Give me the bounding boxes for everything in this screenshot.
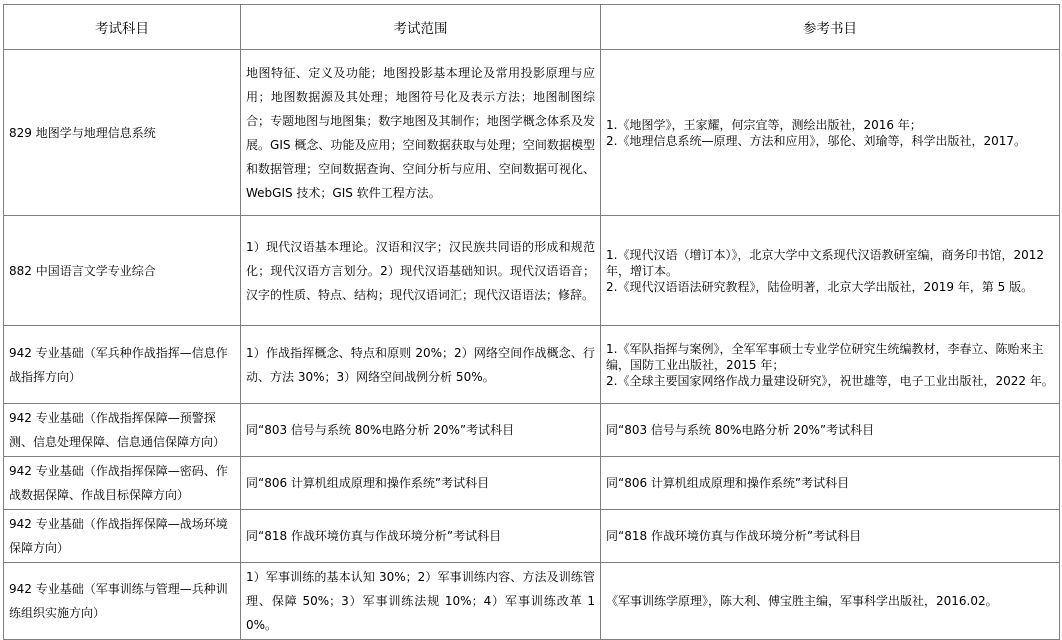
reference-item: 1.《军队指挥与案例》，全军军事硕士专业学位研究生统编教材，李春立、陈贻来主编，国防工业出版社，2015 年；	[606, 341, 1044, 372]
table-row	[4, 563, 1060, 640]
scope-cell: 同“803 信号与系统 80%电路分析 20%”考试科目	[241, 404, 601, 457]
header-scope: 考试范围	[241, 5, 601, 50]
table-row	[4, 216, 1060, 326]
subject-cell: 942 专业基础（作战指挥保障—预警探测、信息处理保障、信息通信保障方向）	[4, 404, 241, 457]
scope-cell: 同“806 计算机组成原理和操作系统”考试科目	[241, 457, 601, 510]
table-row	[4, 510, 1060, 563]
references-cell	[601, 216, 1060, 326]
table-row	[4, 50, 1060, 216]
scope-cell: 1）现代汉语基本理论。汉语和汉字；汉民族共同语的形成和规范化；现代汉语方言划分。2）现代汉语基础知识。现代汉语语音；汉字的性质、特点、结构；现代汉语词汇；现代汉语语法；修辞。	[241, 216, 601, 326]
references-cell	[601, 326, 1060, 404]
references-cell: 同“818 作战环境仿真与作战环境分析”考试科目	[601, 510, 1060, 563]
references-cell: 同“803 信号与系统 80%电路分析 20%”考试科目	[601, 404, 1060, 457]
table-row	[4, 404, 1060, 457]
subject-cell: 942 专业基础（作战指挥保障—战场环境保障方向）	[4, 510, 241, 563]
scope-cell: 同“818 作战环境仿真与作战环境分析”考试科目	[241, 510, 601, 563]
reference-item: 2.《全球主要国家网络作战力量建设研究》，祝世雄等，电子工业出版社，2022 年。	[606, 373, 1054, 388]
scope-cell: 地图特征、定义及功能；地图投影基本理论及常用投影原理与应用；地图数据源及其处理；地图符号化及表示方法；地图制图综合；专题地图与地图集；数字地图及其制作；地图学概念体系及发展。GIS 概念、功能及应用；空间数据获取与处理；空间数据模型和数据管理；空间数据查询、空间分析与应用、空间数据可视化、WebGIS 技术；GIS 软件工程方法。	[241, 50, 601, 216]
scope-cell: 1）军事训练的基本认知 30%；2）军事训练内容、方法及训练管理、保障 50%；3）军事训练法规 10%；4）军事训练改革 10%。	[241, 563, 601, 640]
reference-item: 2.《地理信息系统—原理、方法和应用》，邬伦、刘瑜等，科学出版社，2017。	[606, 133, 1026, 148]
subject-cell: 942 专业基础（军事训练与管理—兵种训练组织实施方向）	[4, 563, 241, 640]
scope-cell: 1）作战指挥概念、特点和原则 20%；2）网络空间作战概念、行动、方法 30%；3）网络空间战例分析 50%。	[241, 326, 601, 404]
reference-item: 1.《地图学》，王家耀，何宗宜等，测绘出版社，2016 年；	[606, 117, 922, 132]
references-cell: 《军事训练学原理》，陈大利、傅宝胜主编，军事科学出版社，2016.02。	[601, 563, 1060, 640]
header-references: 参考书目	[601, 5, 1060, 50]
table-row	[4, 326, 1060, 404]
table-row	[4, 457, 1060, 510]
header-subject: 考试科目	[4, 5, 241, 50]
subject-cell: 829 地图学与地理信息系统	[4, 50, 241, 216]
references-cell: 同“806 计算机组成原理和操作系统”考试科目	[601, 457, 1060, 510]
exam-subjects-table	[3, 4, 1060, 640]
reference-item: 1.《现代汉语（增订本）》，北京大学中文系现代汉语教研室编，商务印书馆，2012 年，增订本。	[606, 247, 1044, 278]
subject-cell: 942 专业基础（军兵种作战指挥—信息作战指挥方向）	[4, 326, 241, 404]
subject-cell: 942 专业基础（作战指挥保障—密码、作战数据保障、作战目标保障方向）	[4, 457, 241, 510]
reference-item: 2.《现代汉语语法研究教程》，陆俭明著，北京大学出版社，2019 年，第 5 版。	[606, 279, 1034, 294]
references-cell	[601, 50, 1060, 216]
header-row	[4, 5, 1060, 50]
subject-cell: 882 中国语言文学专业综合	[4, 216, 241, 326]
